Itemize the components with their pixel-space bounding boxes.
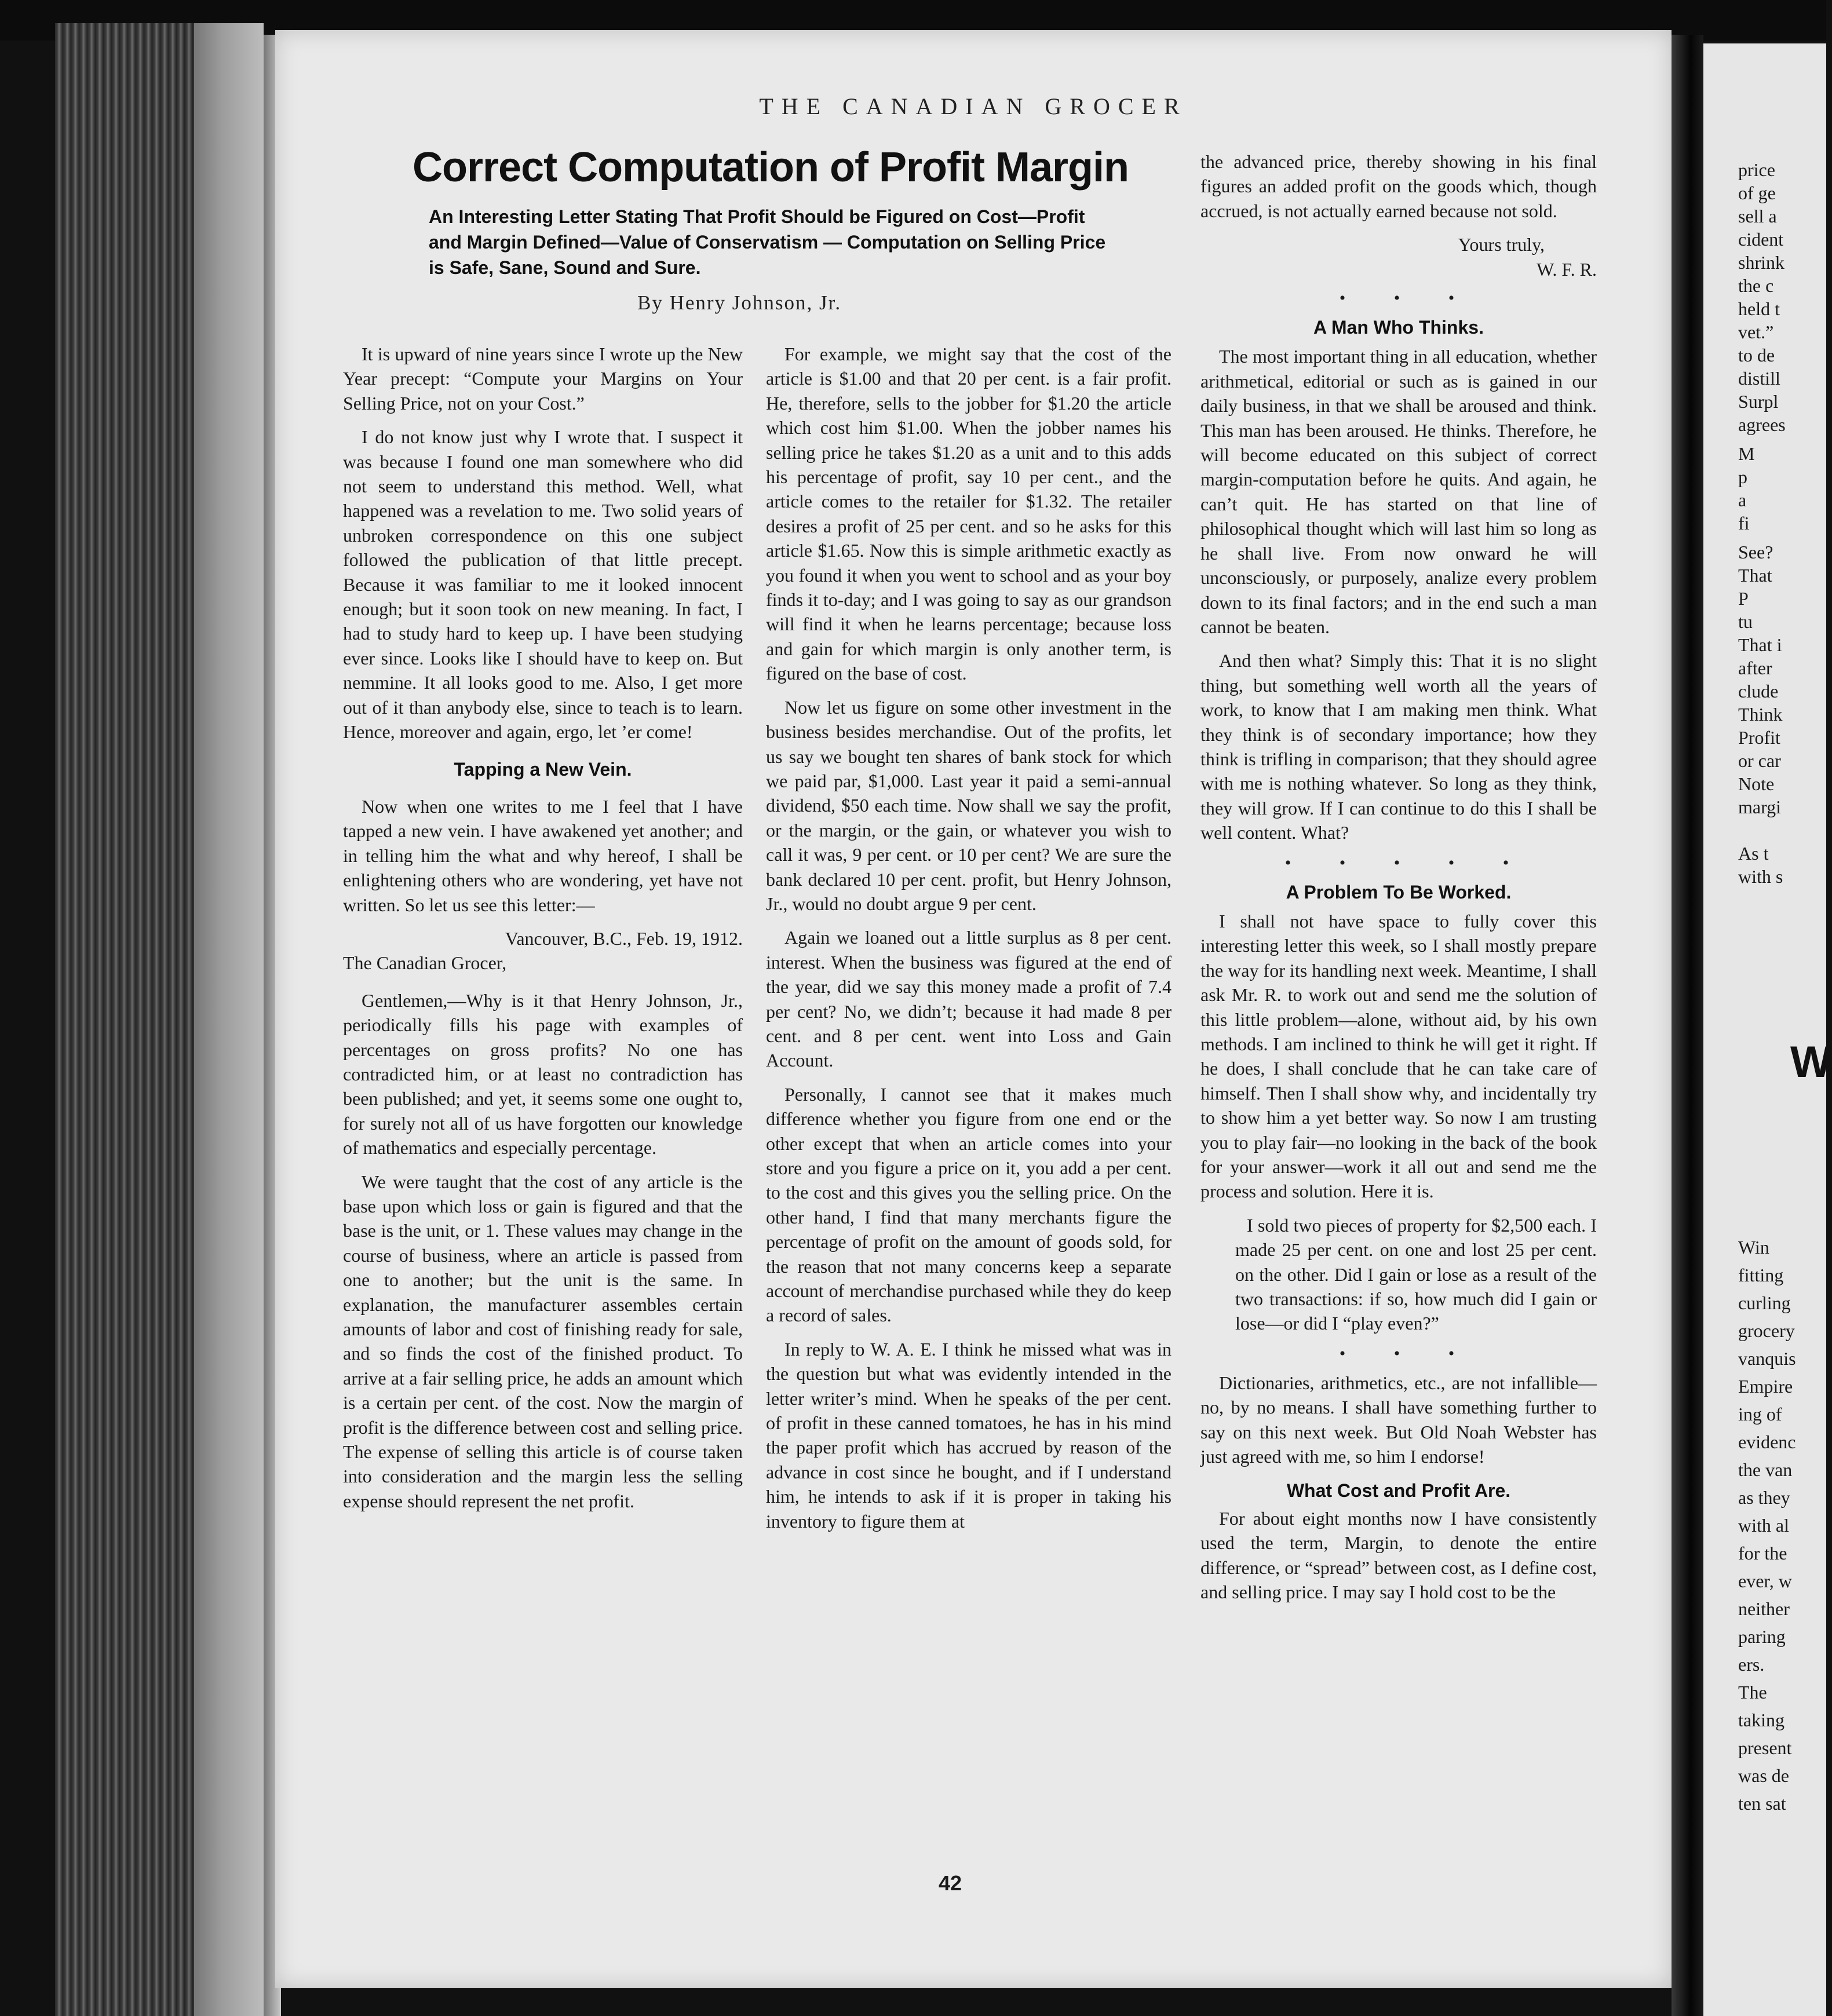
paragraph: Dictionaries, arithmetics, etc., are not infallible—no, by no means. I shall have something further to say on this next week. But Old Noah Webster has just agreed with me, so him I endorse! <box>1200 1372 1597 1467</box>
letter-addressee: The Canadian Grocer, <box>343 952 507 974</box>
page-number: 42 <box>939 1871 962 1895</box>
facing-page-line: P <box>1738 588 1749 609</box>
facing-page-line: taking <box>1738 1710 1784 1730</box>
facing-page-line: after <box>1738 658 1772 678</box>
facing-page-line: ers. <box>1738 1654 1765 1675</box>
section-heading: What Cost and Profit Are. <box>1286 1480 1511 1501</box>
facing-page-line: agrees <box>1738 414 1786 435</box>
letter-closing: Yours truly, <box>1458 234 1545 255</box>
book-gutter <box>1672 35 1703 2016</box>
section-divider: • • • <box>1339 1343 1477 1363</box>
facing-page-line: sell a <box>1738 206 1777 227</box>
facing-page-line: tu <box>1738 611 1753 632</box>
facing-page-line: ten sat <box>1738 1793 1786 1814</box>
facing-page-line: margi <box>1738 797 1782 817</box>
facing-page-line: vanquis <box>1738 1348 1796 1369</box>
facing-page-line: with al <box>1738 1515 1789 1536</box>
problem-text: I sold two pieces of property for $2,500 each. I made 25 per cent. on one and lost 25 per cent. on the other. Did I gain or lose as a result of the two transactions: if so, how much did I gain or lose—or did I “play even?” <box>1235 1214 1597 1334</box>
facing-page-line: as they <box>1738 1487 1790 1508</box>
column-2 <box>766 342 1172 1543</box>
facing-page-line: was de <box>1738 1765 1789 1786</box>
running-head: THE CANADIAN GROCER <box>759 93 1188 119</box>
column-1 <box>343 342 743 1522</box>
paragraph: The most important thing in all education, whether arithmetical, editorial or such as is gained in our daily business, in that we shall be aroused and think. This man has been aroused. He thinks. Therefore, he will become educated on this subject of correct margin-computation before he quits. And again, he can’t quit. He has started on that line of philosophical thought which will last him so long as he shall live. From now onward he will unconsciously, or purposely, analize every problem down to its final factors; and in the end such a man cannot be beaten. <box>1200 346 1597 637</box>
facing-page-line: Profit <box>1738 727 1780 748</box>
facing-page-line: held t <box>1738 298 1780 319</box>
paragraph: the advanced price, thereby showing in his final figures an added profit on the goods which, though accrued, is not actually earned because not sold. <box>1200 151 1597 221</box>
facing-page-heading-letter: W <box>1790 1038 1832 1087</box>
section-heading: Tapping a New Vein. <box>454 758 632 780</box>
facing-page-line: for the <box>1738 1543 1787 1564</box>
letter-dateline: Vancouver, B.C., Feb. 19, 1912. <box>505 927 743 949</box>
article-subtitle: An Interesting Letter Stating That Profit Should be Figured on Cost—Profit and Margin Defined—Value of Conservatism — Computation on Selling Price is Safe, Sane, Sound and Sure. <box>429 206 1106 278</box>
facing-page-line: fitting <box>1738 1265 1784 1285</box>
facing-page-line: evidenc <box>1738 1431 1796 1452</box>
byline: By Henry Johnson, Jr. <box>637 291 842 314</box>
facing-page-line: ever, w <box>1738 1571 1792 1591</box>
facing-page-line: to de <box>1738 345 1775 366</box>
facing-page <box>1703 43 1832 2016</box>
facing-page-line: price <box>1738 159 1775 180</box>
facing-page-line: ing of <box>1738 1404 1782 1425</box>
facing-page-line: Empire <box>1738 1376 1793 1397</box>
paragraph: Again we loaned out a little surplus as 8 per cent. interest. When the business was figured at the end of the year, did we say this money made a profit of 7.4 per cent? No, we didn’t; because it had made 8 per cent. and 8 per cent. went into Loss and Gain Account. <box>766 927 1172 1071</box>
facing-page-line: present <box>1738 1737 1792 1758</box>
facing-page-line: paring <box>1738 1626 1786 1647</box>
facing-page-line: distill <box>1738 368 1780 389</box>
column-3 <box>1200 149 1597 1614</box>
paragraph: In reply to W. A. E. I think he missed what was in the question but what was evidently intended in the letter writer’s mind. When he speaks of the per cent. of profit in these canned tomatoes, he has in his mind the paper profit which has accrued by reason of the advance in cost since he bought, and if I understand him, he intends to ask if it is proper in taking his inventory to figure them at <box>766 1338 1172 1532</box>
paragraph: We were taught that the cost of any article is the base upon which loss or gain is figured and that the base is the unit, or 1. These values may change in the course of business, where an article is passed from one to another; but the unit is the same. In explanation, the manufacturer assembles certain amounts of labor and cost of finishing ready for sale, and so finds the cost of the finished product. To arrive at a fair selling price, he adds an amount which is a certain per cent. of the cost. Now the margin of profit is the difference between cost and selling price. The expense of selling this article is of course taken into consideration and the margin less the selling expense should represent the net profit. <box>343 1171 743 1511</box>
facing-page-line: neither <box>1738 1598 1790 1619</box>
facing-page-line: the van <box>1738 1459 1793 1480</box>
section-heading: A Man Who Thinks. <box>1313 317 1484 338</box>
facing-page-line: As t <box>1738 843 1769 864</box>
book-page-edges <box>55 23 264 2016</box>
facing-page-line: Think <box>1738 704 1783 725</box>
paragraph: Personally, I cannot see that it makes much difference whether you figure from one end or the other except that when an article comes into your store and you figure a price on it, you add a per cent. to the cost and this gives you the selling price. On the other hand, I find that many merchants figure the percentage of profit on the amount of goods sold, for the reason that not many concerns keep a separate account of merchandise purchased while they do keep a record of sales. <box>766 1083 1172 1326</box>
facing-page-line: grocery <box>1738 1320 1795 1341</box>
paragraph: For example, we might say that the cost of the article is $1.00 and that 20 per cent. is a fair profit. He, therefore, sells to the jobber for $1.20 the article which cost him $1.00. When the jobber names his selling price he takes $1.20 as a unit and to this adds his percentage of profit, say 10 per cent., and the article comes to the retailer for $1.32. The retailer desires a profit of 25 per cent. and so he asks for this article $1.65. Now this is simple arithmetic exactly as you found it when you went to school and as your boy finds it to-day; and I was going to say as our grandson will find it when he learns percentage; because loss and gain for which margin is only another term, is figured on the base of cost. <box>766 344 1172 684</box>
facing-page-line: the c <box>1738 275 1774 296</box>
paragraph: Now let us figure on some other investment in the business besides merchandise. Out of the profits, let us say we bought ten shares of bank stock for which we paid par, $1,000. Last year it paid a semi-annual dividend, $50 each time. Now shall we say the profit, or the margin, or the gain, or whatever you wish to call it was, 9 per cent. or 10 per cent? We are sure the bank declared 10 per cent. profit, but Henry Johnson, Jr., would no doubt argue 9 per cent. <box>766 696 1172 914</box>
facing-page-line: clude <box>1738 681 1779 702</box>
section-divider: • • • • • <box>1284 853 1531 872</box>
facing-page-line: with s <box>1738 866 1783 887</box>
facing-page-line: or car <box>1738 750 1781 771</box>
facing-page-line: Win <box>1738 1237 1769 1258</box>
problem-block <box>1235 1213 1597 1336</box>
article-title: Correct Computation of Profit Margin <box>413 144 1129 191</box>
facing-page-line: shrink <box>1738 252 1784 273</box>
facing-page-line: p <box>1738 466 1747 487</box>
paragraph: It is upward of nine years since I wrote up the New Year precept: “Compute your Margins on Your Selling Price, not on your Cost.” <box>343 344 743 414</box>
letter-signature: W. F. R. <box>1537 258 1597 280</box>
section-divider: • • • <box>1339 288 1477 308</box>
facing-page-line: vet.” <box>1738 322 1774 342</box>
facing-page-line: cident <box>1738 229 1784 250</box>
paragraph: Now when one writes to me I feel that I have tapped a new vein. I have awakened yet another; and in telling him the what and why hereof, I shall be enlightening others who are wondering, yet have not written. So let us see this letter:— <box>343 795 743 915</box>
facing-page-line: That i <box>1738 634 1782 655</box>
paragraph: I do not know just why I wrote that. I suspect it was because I found one man somewhere who did not seem to understand this method. Well, what happened was a revelation to me. Two solid years of unbroken correspondence on this one subject followed the publication of that little precept. Because it was familiar to me it looked innocent enough; but it soon took on new meaning. In fact, I had to study hard to keep up. I have been studying ever since. Looks like I should have to keep on. But nemmine. It all looks good to me. Also, I get more out of it than anybody else, since to teach is to learn. Hence, moreover and again, ergo, let ’er come! <box>343 426 743 743</box>
facing-page-line: of ge <box>1738 182 1776 203</box>
paragraph: I shall not have space to fully cover this interesting letter this week, so I shall mostly prepare the way for its handling next week. Meantime, I shall ask Mr. R. to work out and send me the solution of this little problem—alone, without aid, by his own methods. I am inclined to think he will get it right. If he does, I shall conclude that he can take care of himself. Then I shall show why, and incidentally try to show him a yet better way. So now I am trusting you to play fair—no looking in the back of the book for your answer—work it all out and send me the process and solution. Here it is. <box>1200 910 1597 1202</box>
facing-page-line: The <box>1738 1682 1767 1703</box>
facing-page-line: Surpl <box>1738 391 1779 412</box>
facing-page-line: curling <box>1738 1292 1791 1313</box>
facing-page-line: M <box>1738 443 1755 464</box>
facing-page-line: That <box>1738 565 1772 586</box>
facing-page-line: fi <box>1738 513 1750 534</box>
paragraph: And then what? Simply this: That it is no slight thing, but something well worth all the years of work, to know that I am making men think. What they think is of secondary importance; how they think is trifling in comparison; that they should agree with me is nothing whatever. So long as they think, they will grow. If I can continue to do this I shall be well content. What? <box>1200 650 1597 843</box>
section-heading: A Problem To Be Worked. <box>1286 881 1512 903</box>
facing-page-line: a <box>1738 490 1747 510</box>
paragraph: Gentlemen,—Why is it that Henry Johnson, Jr., periodically fills his page with examples of percentages on gross profits? No one has contradicted him, or at least no contradiction has been published; and yet, it seems some one ought to, for surely not all of us have forgotten our knowledge of mathematics and especially percentage. <box>343 989 743 1159</box>
facing-page-line: Note <box>1738 773 1775 794</box>
paragraph: For about eight months now I have consistently used the term, Margin, to denote the entire difference, or “spread” between cost, as I define cost, and selling price. I may say I hold cost to be the <box>1200 1507 1597 1603</box>
facing-page-line: See? <box>1738 542 1773 563</box>
